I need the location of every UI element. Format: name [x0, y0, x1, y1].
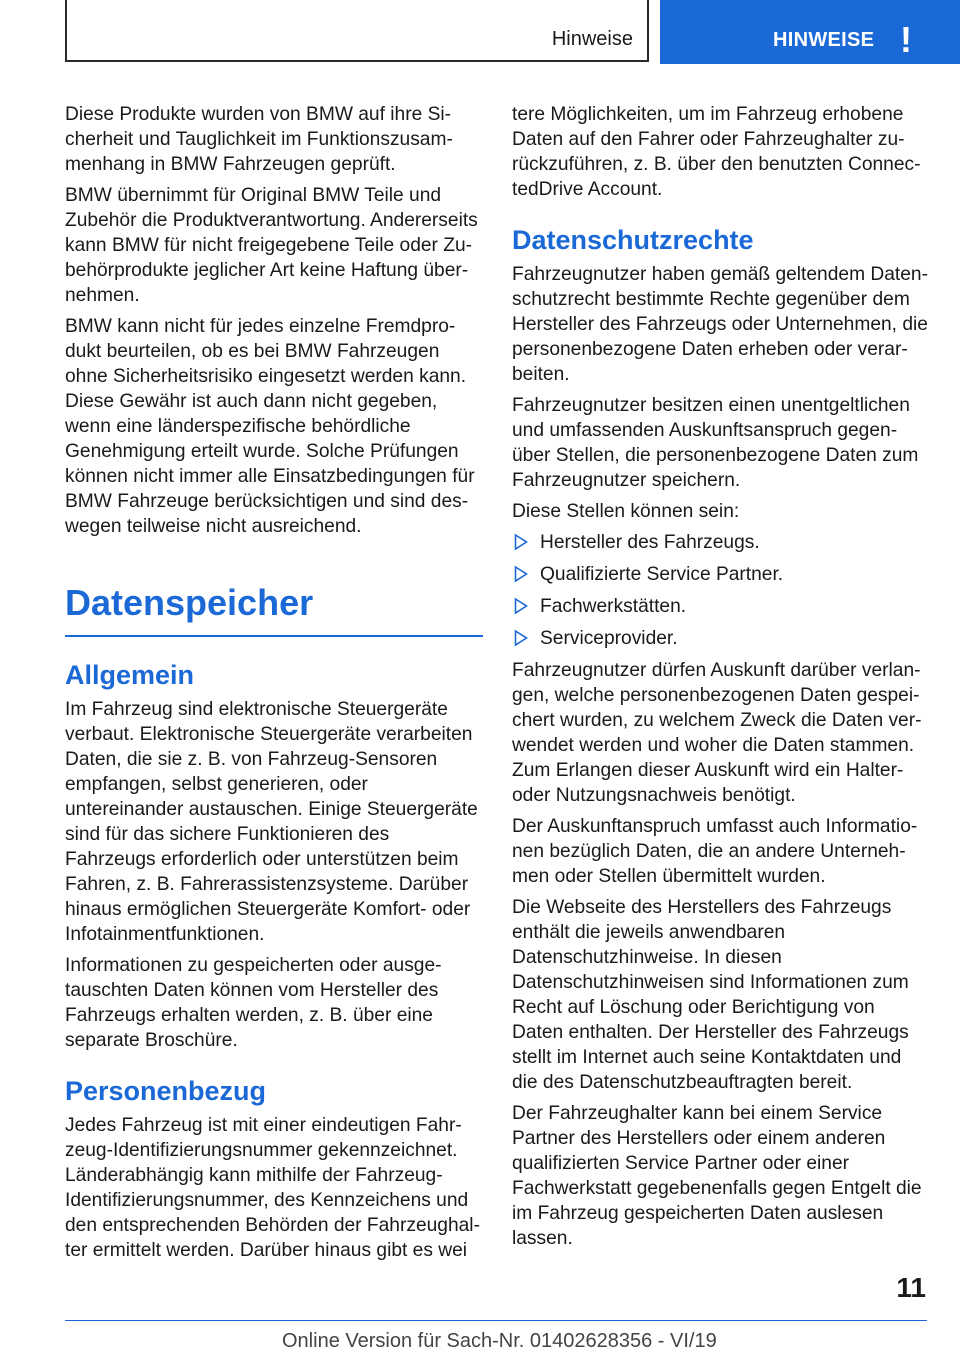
chapter-tab-label: HINWEISE	[773, 29, 875, 51]
chapter-tab[interactable]	[660, 0, 960, 64]
chapter-heading: Datenspeicher	[65, 583, 483, 637]
list-item-text: Hersteller des Fahrzeugs.	[540, 532, 760, 553]
section-heading: Allgemein	[65, 660, 195, 690]
paragraph: tere Möglichkeiten, um im Fahrzeug erhobene Daten auf den Fahrer oder Fahrzeughalter zurückzuführen, z. B. über den benutzten ConnectedDrive Account.	[512, 104, 921, 200]
exclamation-icon: !	[900, 19, 912, 60]
header-section-box	[65, 0, 649, 62]
triangle-bullet-icon	[514, 533, 528, 551]
paragraph: Fahrzeugnutzer haben gemäß geltendem Datenschutzrecht bestimmte Rechte gegenüber dem Hersteller des Fahrzeugs oder Unternehmen, die personenbezogene Daten erheben oder verarbeiten.	[512, 264, 928, 385]
paragraph: Der Auskunftanspruch umfasst auch Informationen bezüglich Daten, die an andere Unternehmen oder Stellen übermittelt wurden.	[512, 816, 918, 887]
paragraph: Diese Stellen können sein:	[512, 501, 740, 522]
list-item-text: Serviceprovider.	[540, 628, 678, 649]
section-heading: Personenbezug	[65, 1076, 267, 1106]
paragraph: Der Fahrzeughalter kann bei einem Service Partner des Herstellers oder einem anderen qualifizierten Service Partner oder einer Fachwerkstatt gegebenenfalls gegen Entgelt die im Fahrzeug gespeicherten Daten auslesen lassen.	[512, 1103, 922, 1249]
list-item	[512, 530, 928, 555]
right-column	[512, 102, 928, 1257]
section-title: Hinweise	[551, 28, 633, 50]
paragraph: Im Fahrzeug sind elektronische Steuergeräte verbaut. Elektronische Steuergeräte verarbeiten Daten, die sie z. B. von Fahrzeug-Sensoren empfangen, selbst generieren, oder untereinander austauschen. Einige Steuergeräte sind für das sichere Funktionieren des Fahrzeugs erforderlich oder unterstützen beim Fahren, z. B. Fahrerassistenzsysteme. Darüber hinaus ermöglichen Steuergeräte Komfort- oder Infotainmentfunktionen.	[65, 699, 478, 945]
list-item	[512, 594, 928, 619]
paragraph: Informationen zu gespeicherten oder ausgetauschten Daten können vom Hersteller des Fahrzeugs erhalten werden, z. B. über eine separate Broschüre.	[65, 955, 442, 1051]
paragraph: BMW kann nicht für jedes einzelne Fremdprodukt beurteilen, ob es bei BMW Fahrzeugen ohne Sicherheitsrisiko eingesetzt werden kann. Diese Gewähr ist auch dann nicht gegeben, wenn eine länderspezifische behördliche Genehmigung erteilt wurde. Solche Prüfungen können nicht immer alle Einsatzbedingungen für BMW Fahrzeuge berücksichtigen und sind deswegen teilweise nicht ausreichend.	[65, 316, 475, 537]
section-heading: Datenschutzrechte	[512, 225, 754, 255]
paragraph: Die Webseite des Herstellers des Fahrzeugs enthält die jeweils anwendbaren Datenschutzhinweise. In diesen Datenschutzhinweisen sind Informationen zum Recht auf Löschung oder Berichtigung von Daten enthalten. Der Hersteller des Fahrzeugs stellt im Internet auch seine Kontaktdaten und die des Datenschutzbeauftragten bereit.	[512, 897, 909, 1093]
list-item	[512, 626, 928, 651]
list-item-text: Qualifizierte Service Partner.	[540, 564, 784, 585]
triangle-bullet-icon	[514, 629, 528, 647]
paragraph: Fahrzeugnutzer besitzen einen unentgeltlichen und umfassenden Auskunftsanspruch gegenüber Stellen, die personenbezogene Daten zum Fahrzeugnutzer speichern.	[512, 395, 919, 491]
online-version-note: Online Version für Sach-Nr. 01402628356 - VI/19	[282, 1330, 717, 1352]
list-item	[512, 562, 928, 587]
page-number: 11	[896, 1272, 926, 1303]
bullet-list	[512, 530, 928, 651]
footer-divider	[65, 1320, 927, 1321]
paragraph: Fahrzeugnutzer dürfen Auskunft darüber verlangen, welche personenbezogenen Daten gespeichert wurden, zu welchem Zweck die Daten verwendet werden und woher die Daten stammen. Zum Erlangen dieser Auskunft wird ein Halter- oder Nutzungsnachweis benötigt.	[512, 660, 922, 806]
paragraph: Diese Produkte wurden von BMW auf ihre Sicherheit und Tauglichkeit im Funktionszusammenhang in BMW Fahrzeugen geprüft.	[65, 104, 453, 175]
list-item-text: Fachwerkstätten.	[540, 596, 687, 617]
left-column	[65, 102, 483, 1269]
paragraph: BMW übernimmt für Original BMW Teile und Zubehör die Produktverantwortung. Andererseits kann BMW für nicht freigegebene Teile oder Zubehörprodukte jeglicher Art keine Haftung übernehmen.	[65, 185, 478, 306]
triangle-bullet-icon	[514, 565, 528, 583]
paragraph: Jedes Fahrzeug ist mit einer eindeutigen Fahrzeug-Identifizierungsnummer gekennzeichnet. Länderabhängig kann mithilfe der Fahrzeug-Identifizierungsnummer, des Kennzeichens und den entsprechenden Behörden der Fahrzeughalter ermittelt werden. Darüber hinaus gibt es wei	[65, 1115, 480, 1261]
triangle-bullet-icon	[514, 597, 528, 615]
